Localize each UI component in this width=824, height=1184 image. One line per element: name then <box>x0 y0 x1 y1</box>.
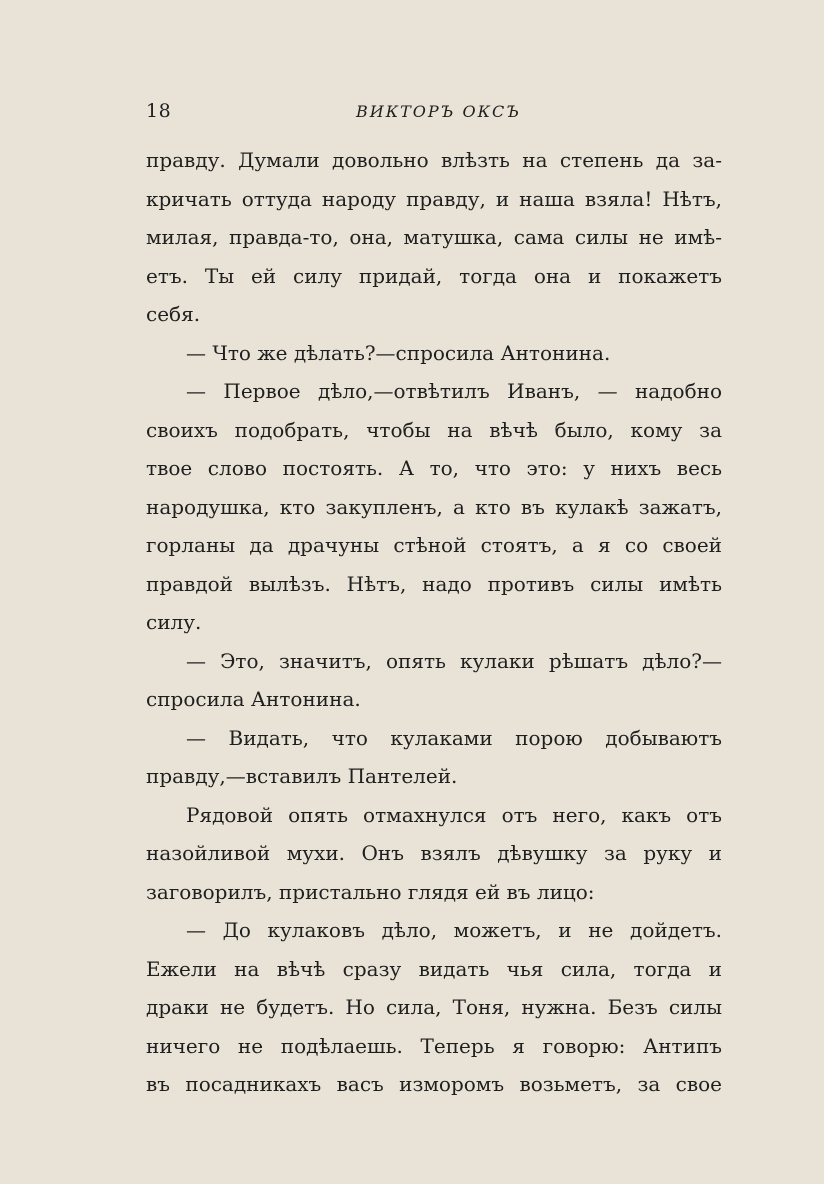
text-line: себя. <box>146 302 201 326</box>
text-line: народушка, кто закупленъ, а кто въ кулакѣ зажатъ, <box>146 494 722 519</box>
text-line: правду,—вставилъ Пантелей. <box>146 764 458 788</box>
running-head <box>146 100 722 126</box>
text-line: правдой вылѣзъ. Нѣтъ, надо противъ силы имѣть <box>146 571 722 596</box>
body-text <box>146 141 722 1104</box>
text-line: — Это, значитъ, опять кулаки рѣшатъ дѣло?— <box>186 648 722 673</box>
page-number: 18 <box>146 100 172 122</box>
text-line: Рядовой опять отмахнулся отъ него, какъ отъ <box>186 802 722 827</box>
text-line: — Видать, что кулаками порою добываютъ <box>186 725 722 750</box>
text-line: силу. <box>146 610 202 634</box>
text-line: — Первое дѣло,—отвѣтилъ Иванъ, — надобно <box>186 379 722 403</box>
text-line: етъ. Ты ей силу придай, тогда она и покажетъ <box>146 263 722 288</box>
running-head-title: ВИКТОРЪ ОКСЪ <box>356 102 521 121</box>
text-line: горланы да драчуны стѣной стоятъ, а я со своей <box>146 533 722 557</box>
text-line: — До кулаковъ дѣло, можетъ, и не дойдетъ. <box>186 918 722 942</box>
text-line: заговорилъ, пристально глядя ей въ лицо: <box>146 879 595 904</box>
text-line: твое слово постоять. А то, что это: у нихъ весь <box>146 456 722 480</box>
text-line: драки не будетъ. Но сила, Тоня, нужна. Безъ силы <box>146 995 722 1019</box>
text-line: своихъ подобрать, чтобы на вѣчѣ было, кому за <box>146 417 722 442</box>
text-line: — Что же дѣлать?—спросила Антонина. <box>186 340 611 365</box>
text-line: въ посадникахъ васъ изморомъ возьметъ, за свое <box>146 1072 722 1096</box>
text-line: милая, правда-то, она, матушка, сама силы не имѣ- <box>146 225 722 249</box>
text-line: Ежели на вѣчѣ сразу видать чья сила, тогда и <box>146 956 722 981</box>
text-line: правду. Думали довольно влѣзть на степень да за- <box>146 148 722 172</box>
text-line: назойливой мухи. Онъ взялъ дѣвушку за руку и <box>146 841 722 865</box>
text-line: кричать оттуда народу правду, и наша взяла! Нѣтъ, <box>146 186 722 211</box>
text-line: ничего не подѣлаешь. Теперь я говорю: Антипъ <box>146 1033 722 1058</box>
text-line: спросила Антонина. <box>146 687 361 711</box>
